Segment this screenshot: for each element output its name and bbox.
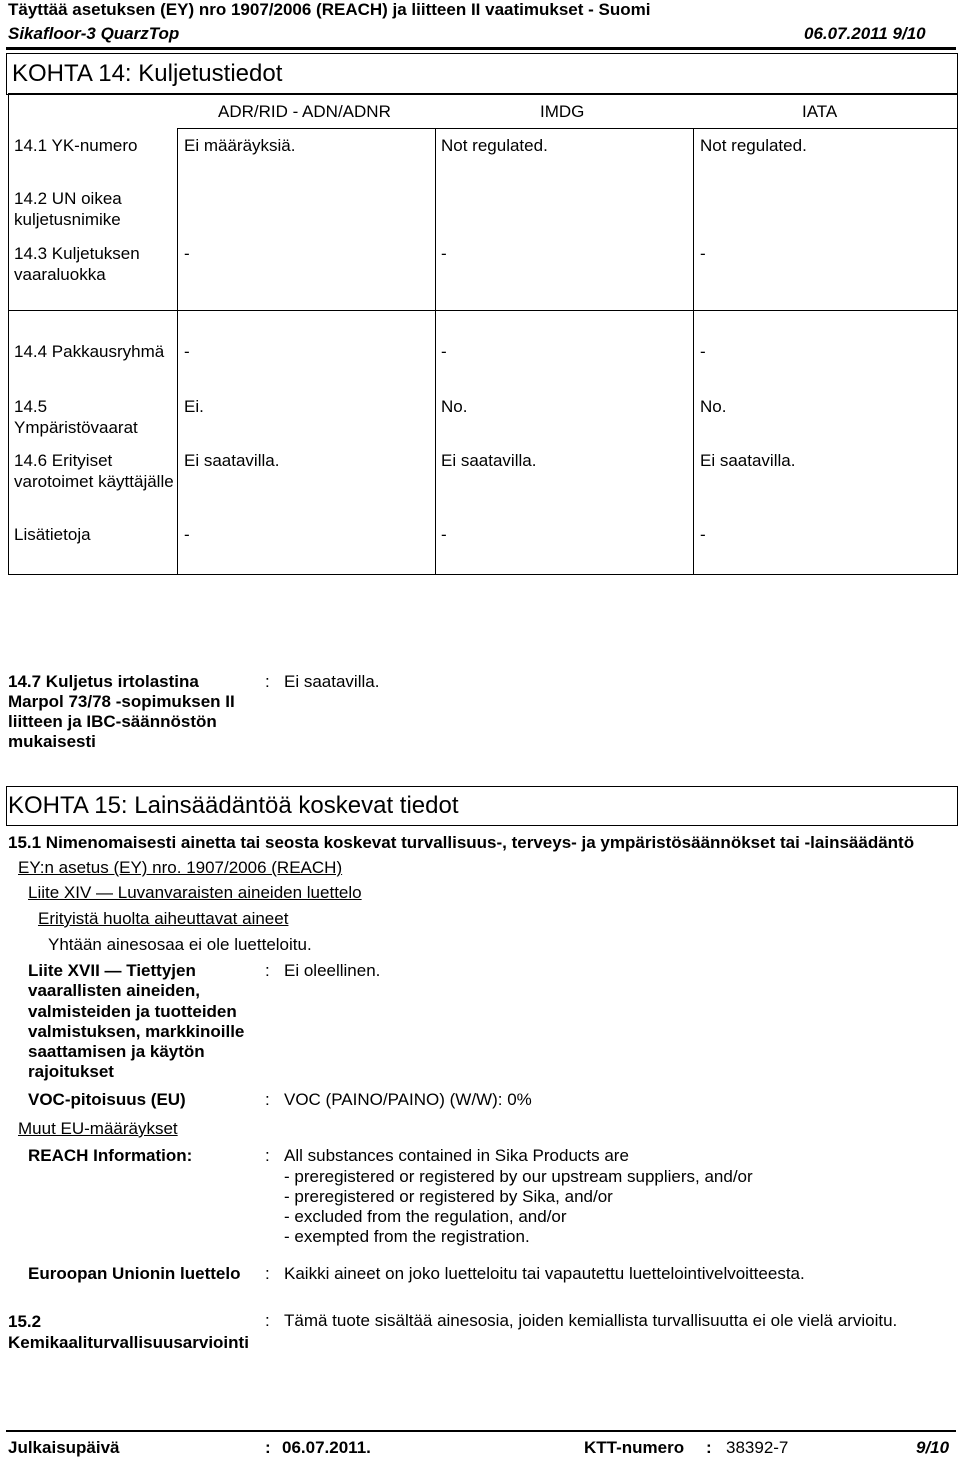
publication-date-colon: : <box>265 1438 271 1457</box>
annex-xiv-heading: Liite XIV — Luvanvaraisten aineiden luettelo <box>28 883 362 902</box>
voc-colon: : <box>265 1090 270 1109</box>
chemical-safety-value: Tämä tuote sisältää ainesosia, joiden kemiallista turvallisuutta ei ole vielä arvioitu. <box>284 1311 898 1330</box>
hazard-class-adr: - <box>184 244 190 263</box>
column-divider <box>177 128 178 574</box>
header-divider <box>6 47 956 50</box>
date-page: 06.07.2011 9/10 <box>804 24 926 43</box>
un-number-iata: Not regulated. <box>700 136 807 155</box>
bulk-transport-value: Ei saatavilla. <box>284 672 380 691</box>
row-divider <box>9 310 957 311</box>
reach-info-label: REACH Information: <box>28 1146 193 1165</box>
hazard-class-imdg: - <box>441 244 447 263</box>
packing-group-adr: - <box>184 342 190 361</box>
env-hazards-adr: Ei. <box>184 397 204 416</box>
col-adr: ADR/RID - ADN/ADNR <box>218 102 391 121</box>
row-precautions-label: 14.6 Erityiset varotoimet käyttäjälle <box>14 451 174 491</box>
eu-inventory-value: Kaikki aineet on joko luetteloitu tai vapautettu luettelointivelvoitteesta. <box>284 1264 805 1283</box>
un-number-adr: Ei määräyksiä. <box>184 136 296 155</box>
packing-group-imdg: - <box>441 342 447 361</box>
row-additional-info-label: Lisätietoja <box>14 525 91 544</box>
bulk-colon: : <box>265 672 270 691</box>
publication-date-label: Julkaisupäivä <box>8 1438 120 1457</box>
eu-inventory-colon: : <box>265 1264 270 1283</box>
row-packing-group-label: 14.4 Pakkausryhmä <box>14 342 165 361</box>
row-env-hazards-label: 14.5 Ympäristövaarat <box>14 397 138 437</box>
reach-info-line: - preregistered or registered by Sika, and/or <box>284 1187 613 1206</box>
publication-date-value: 06.07.2011. <box>282 1438 371 1457</box>
col-iata: IATA <box>802 102 838 121</box>
annex-xvii-value: Ei oleellinen. <box>284 961 381 980</box>
precautions-imdg: Ei saatavilla. <box>441 451 537 470</box>
additional-info-imdg: - <box>441 525 447 544</box>
precautions-iata: Ei saatavilla. <box>700 451 796 470</box>
env-hazards-iata: No. <box>700 397 727 416</box>
reach-info-line: - exempted from the registration. <box>284 1227 530 1246</box>
env-hazards-imdg: No. <box>441 397 468 416</box>
section14-title: KOHTA 14: Kuljetustiedot <box>12 60 283 87</box>
reach-info-line: - excluded from the regulation, and/or <box>284 1207 567 1226</box>
footer-divider <box>6 1430 956 1432</box>
row-shipping-name-label: 14.2 UN oikea kuljetusnimike <box>14 189 122 229</box>
section15-title: KOHTA 15: Lainsäädäntöä koskevat tiedot <box>8 792 459 819</box>
svhc-heading: Erityistä huolta aiheuttavat aineet <box>38 909 289 928</box>
other-eu-heading: Muut EU-määräykset <box>18 1119 178 1138</box>
voc-value: VOC (PAINO/PAINO) (W/W): 0% <box>284 1090 532 1109</box>
reach-regulation: EY:n asetus (EY) nro. 1907/2006 (REACH) <box>18 858 343 877</box>
annex-xvii-colon: : <box>265 961 270 980</box>
svhc-text: Yhtään ainesosaa ei ole luetteloitu. <box>48 935 312 954</box>
row-un-number-label: 14.1 YK-numero <box>14 136 138 155</box>
product-name: Sikafloor-3 QuarzTop <box>8 24 180 43</box>
additional-info-iata: - <box>700 525 706 544</box>
page-number: 9/10 <box>916 1438 950 1457</box>
precautions-adr: Ei saatavilla. <box>184 451 280 470</box>
annex-xvii-label: Liite XVII — Tiettyjen vaarallisten aineiden, valmisteiden ja tuotteiden valmistuksen, markkinoille saattamisen ja käytön rajoitukset <box>28 961 245 1082</box>
reach-info-colon: : <box>265 1146 270 1165</box>
packing-group-iata: - <box>700 342 706 361</box>
sds-number-label: KTT-numero <box>584 1438 685 1457</box>
section15-title-box <box>6 786 958 826</box>
bulk-transport-label: 14.7 Kuljetus irtolastina Marpol 73/78 -sopimuksen II liitteen ja IBC-säännöstön mukaisesti <box>8 672 235 751</box>
hazard-class-iata: - <box>700 244 706 263</box>
additional-info-adr: - <box>184 525 190 544</box>
eu-inventory-label: Euroopan Unionin luettelo <box>28 1264 241 1283</box>
chemical-safety-label: 15.2 Kemikaaliturvallisuusarviointi <box>8 1312 249 1352</box>
col-imdg: IMDG <box>540 102 585 121</box>
section14-title-box <box>6 53 958 95</box>
un-number-imdg: Not regulated. <box>441 136 548 155</box>
column-divider <box>435 128 436 574</box>
voc-label: VOC-pitoisuus (EU) <box>28 1090 186 1109</box>
sds-number-value: 38392-7 <box>726 1438 789 1457</box>
regulation-title: Täyttää asetuksen (EY) nro 1907/2006 (REACH) ja liitteen II vaatimukset - Suomi <box>8 0 651 19</box>
reach-info-line: All substances contained in Sika Products are <box>284 1146 629 1165</box>
column-divider <box>693 128 694 574</box>
transport-table <box>8 93 958 575</box>
row-hazard-class-label: 14.3 Kuljetuksen vaaraluokka <box>14 244 140 284</box>
chemical-safety-colon: : <box>265 1311 270 1330</box>
reach-info-line: - preregistered or registered by our upstream suppliers, and/or <box>284 1167 753 1186</box>
regulations-subheading: 15.1 Nimenomaisesti ainetta tai seosta koskevat turvallisuus-, terveys- ja ympäristösäännökset tai -lainsäädäntö <box>8 833 915 852</box>
sds-number-colon: : <box>706 1438 712 1457</box>
